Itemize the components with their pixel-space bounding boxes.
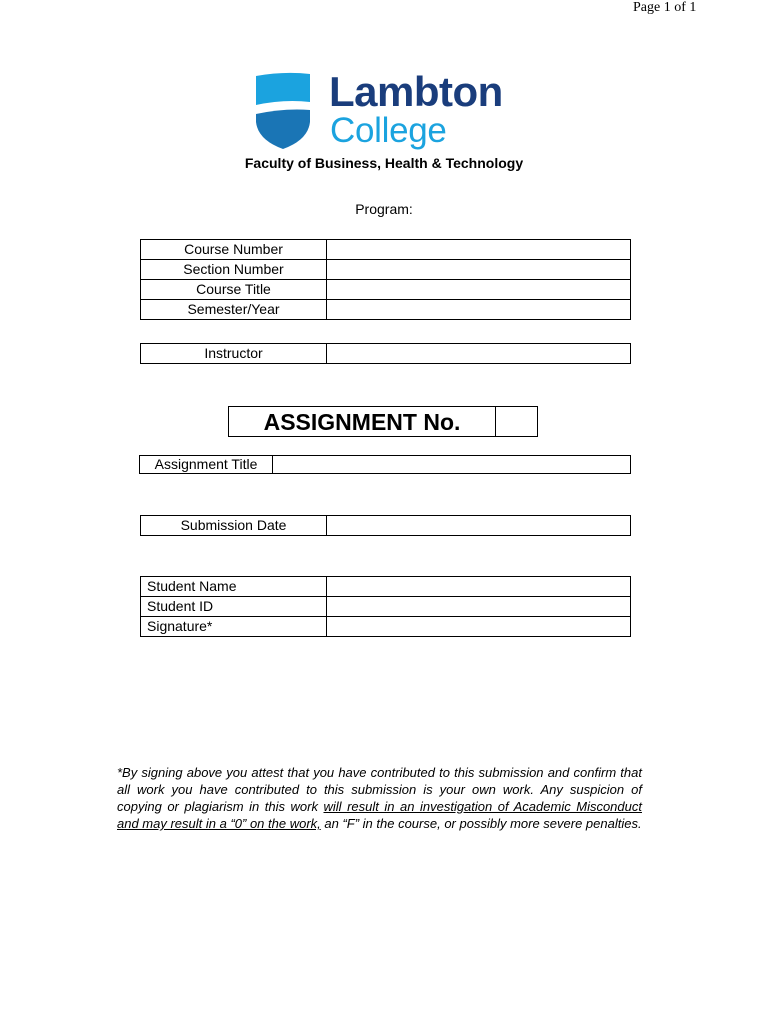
table-row [141, 617, 631, 637]
signature-label: Signature* [141, 617, 327, 637]
assignment-number-box [228, 406, 538, 437]
student-id-label: Student ID [141, 597, 327, 617]
course-number-label: Course Number [141, 240, 327, 260]
table-row [140, 456, 631, 474]
student-info-table [140, 576, 631, 637]
assignment-heading: ASSIGNMENT No. [229, 407, 496, 436]
submission-date-field[interactable] [327, 516, 631, 536]
attestation-footnote [117, 764, 642, 832]
footnote-text-end: an “F” in the course, or possibly more severe penalties. [320, 816, 642, 831]
logo-wordmark-college: College [330, 111, 447, 150]
page-number: Page 1 of 1 [633, 0, 697, 15]
submission-date-label: Submission Date [141, 516, 327, 536]
assignment-title-label: Assignment Title [140, 456, 273, 474]
assignment-title-field[interactable] [273, 456, 631, 474]
student-name-field[interactable] [327, 577, 631, 597]
submission-date-table [140, 515, 631, 536]
signature-field[interactable] [327, 617, 631, 637]
instructor-table [140, 343, 631, 364]
table-row [141, 516, 631, 536]
table-row [141, 260, 631, 280]
course-title-field[interactable] [327, 280, 631, 300]
program-label: Program: [355, 201, 413, 217]
assignment-number-field[interactable] [496, 407, 537, 436]
footnote-underlined-text: will result in an investigation of Academic Misconduct and may result in a “0” on the work, [117, 799, 642, 831]
semester-year-label: Semester/Year [141, 300, 327, 320]
faculty-heading: Faculty of Business, Health & Technology [244, 155, 524, 171]
course-info-table [140, 239, 631, 320]
student-id-field[interactable] [327, 597, 631, 617]
table-row [141, 300, 631, 320]
instructor-field[interactable] [327, 344, 631, 364]
table-row [141, 280, 631, 300]
section-number-label: Section Number [141, 260, 327, 280]
assignment-title-table [139, 455, 631, 474]
college-logo [254, 68, 516, 152]
table-row [141, 240, 631, 260]
shield-logo-icon [254, 72, 314, 152]
logo-wordmark-lambton: Lambton [329, 68, 503, 115]
instructor-label: Instructor [141, 344, 327, 364]
semester-year-field[interactable] [327, 300, 631, 320]
footnote-text: *By signing above you attest that you have contributed to this submission and confirm that all work you have contributed to this submission is your own work. Any suspicion of copying or plagiarism in this work [117, 765, 642, 814]
section-number-field[interactable] [327, 260, 631, 280]
student-name-label: Student Name [141, 577, 327, 597]
table-row [141, 597, 631, 617]
course-title-label: Course Title [141, 280, 327, 300]
table-row [141, 344, 631, 364]
table-row [141, 577, 631, 597]
course-number-field[interactable] [327, 240, 631, 260]
